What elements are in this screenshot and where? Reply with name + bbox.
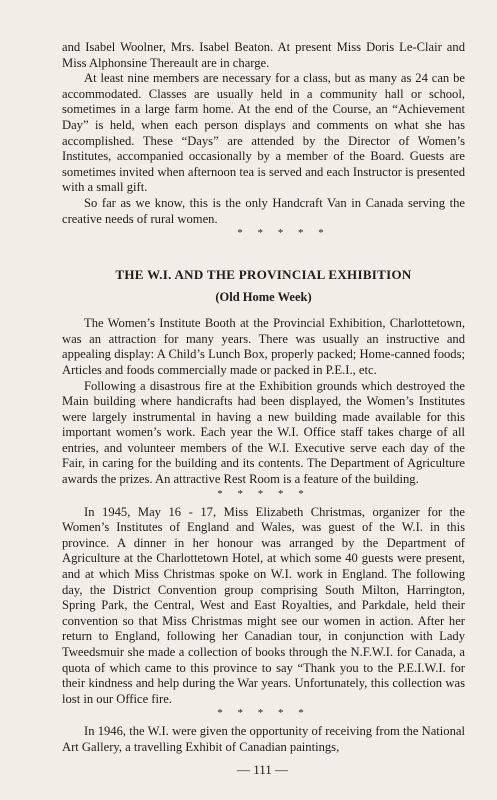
paragraph-1946-exhibit: In 1946, the W.I. were given the opportunity of receiving from the National Art Gallery, a travelling Exhibit of Canadian paintings, xyxy=(62,724,465,754)
paragraph-booth: The Women’s Institute Booth at the Provincial Exhibition, Charlottetown, was an attraction for many years. There was usually an instructive and appealing display: A Child’s Lunch Box, properly packed; Home-canned foods; Articles and foods commercially made or packed in P.E.I., etc. xyxy=(62,316,465,377)
section-subtitle: (Old Home Week) xyxy=(215,290,312,305)
paragraph-handcraft-van: So far as we know, this is the only Handcraft Van in Canada serving the creative needs of rural women. xyxy=(62,195,465,226)
section-separator: * * * * * xyxy=(237,227,330,240)
paragraph-1945-visit: In 1945, May 16 - 17, Miss Elizabeth Christmas, organizer for the Women’s Institutes of England and Wales, was guest of the W.I. in this province. A dinner in her honour was arranged by the Department of Agriculture at the Charlottetown Hotel, at which some 40 guests were present, and at which Miss Christmas spoke on W.I. work in England. The following day, the District Convention group comprising South Milton, Harrington, Spring Park, the Central, West and East Royalties, and Parkdale, held their convention so that Miss Christmas might see our women in action. After her return to England, following her Canadian tour, in conjunction with Lady Tweedsmuir she made a collection of books through the N.F.W.I. for Canada, a quota of which came to this province to say “Thank you to the P.E.I.W.I. for their kindness and help during the War years. Unfortunately, this collection was lost in our Office fire. xyxy=(62,504,465,706)
paragraph-fire: Following a disastrous fire at the Exhibition grounds which destroyed the Main building where handicrafts had been displayed, the Women’s Institutes were largely instrumental in having a new building made available for this important women’s work. Each year the W.I. Office staff takes charge of all entries, and volunteer members of the W.I. Executive serve each day of the Fair, in caring for the building and its contents. The Department of Agriculture awards the prizes. An attractive Rest Room is a feature of the building. xyxy=(62,378,465,487)
page-number: — 111 — xyxy=(236,762,289,777)
paragraph-instructors: and Isabel Woolner, Mrs. Isabel Beaton. At present Miss Doris Le-Clair and Miss Alphonsine Thereault are in charge. xyxy=(62,40,465,70)
paragraph-class-size: At least nine members are necessary for a class, but as many as 24 can be accommodated. Classes are usually held in a community hall or school, sometimes in a large farm home. At the end of the Course, an “Achievement Day” is held, when each person displays and comments on what she has accomplished. These “Days” are attended by the Director of Women’s Institutes, accompanied occasionally by a member of the Board. Guests are sometimes invited when afternoon tea is served and each Instructor is presented with a small gift. xyxy=(62,71,465,195)
section-separator: * * * * * xyxy=(217,487,310,500)
section-separator: * * * * * xyxy=(217,707,310,720)
section-title: THE W.I. AND THE PROVINCIAL EXHIBITION xyxy=(115,267,412,283)
